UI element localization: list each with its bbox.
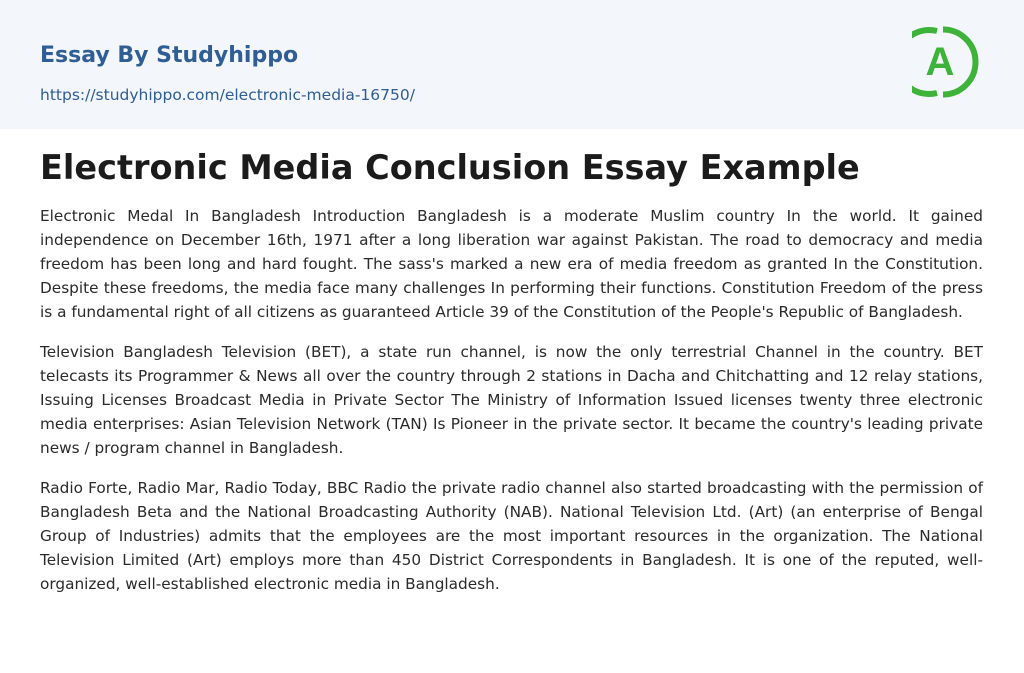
site-title[interactable]: Essay By Studyhippo [40,43,299,68]
page-title: Electronic Media Conclusion Essay Example [40,148,860,187]
article-content [40,142,983,612]
article-paragraph: Television Bangladesh Television (BET), a state run channel, is now the only terrestrial Channel in the country. BET telecasts its Programmer & News all over the country through 2 stations in Dacha and Chitchatting and 12 relay stations, Issuing Licenses Broadcast Media in Private Sector The Ministry of Information Issued licenses twenty three electronic media enterprises: Asian Television Network (TAN) Is Pioneer in the private sector. It became the country's leading private news / program channel in Bangladesh. [40,343,983,457]
site-header [0,0,1024,129]
site-url-link[interactable]: https://studyhippo.com/electronic-media-16750/ [40,86,415,104]
studyhippo-logo-icon[interactable] [912,19,986,105]
article-paragraph: Electronic Medal In Bangladesh Introduction Bangladesh is a moderate Muslim country In the world. It gained independence on December 16th, 1971 after a long liberation war against Pakistan. The road to democracy and media freedom has been long and hard fought. The sass's marked a new era of media freedom as granted In the Constitution. Despite these freedoms, the media face many challenges In performing their functions. Constitution Freedom of the press is a fundamental right of all citizens as guaranteed Article 39 of the Constitution of the People's Republic of Bangladesh. [40,207,983,321]
logo-letter: A [925,40,955,84]
article-paragraph: Radio Forte, Radio Mar, Radio Today, BBC Radio the private radio channel also started broadcasting with the permission of Bangladesh Beta and the National Broadcasting Authority (NAB). National Television Ltd. (Art) (an enterprise of Bengal Group of Industries) admits that the employees are the most important resources in the organization. The National Television Limited (Art) employs more than 450 District Correspondents in Bangladesh. It is one of the reputed, well-organized, well-established electronic media in Bangladesh. [40,479,983,593]
